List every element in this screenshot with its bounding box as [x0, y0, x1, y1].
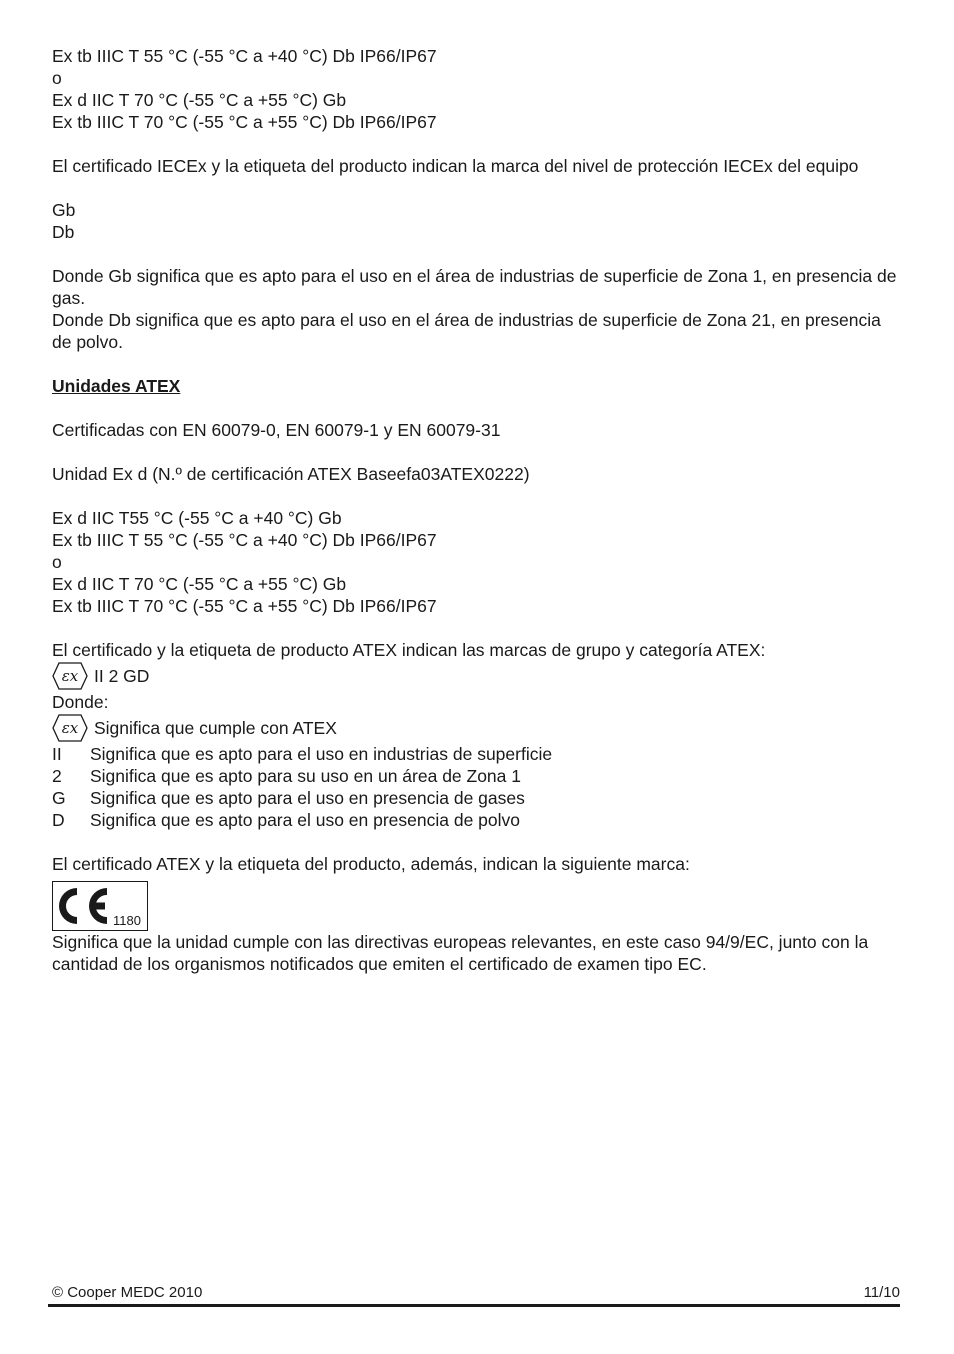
ce-mark-box — [52, 881, 148, 931]
definition-key: II — [52, 744, 62, 764]
definition-value: Significa que es apto para el uso en industrias de superficie — [90, 744, 553, 764]
svg-text:εx: εx — [61, 719, 79, 737]
definition-key: G — [52, 788, 66, 808]
footer-rule — [48, 1304, 900, 1307]
definition-list — [52, 743, 902, 831]
epl-db: Db — [52, 222, 75, 242]
iecex-marking-line: Ex tb IIIC T 70 °C (-55 °C a +55 °C) Db IP66/IP67 — [52, 112, 437, 132]
atex-marking-line: Ex d IIC T 70 °C (-55 °C a +55 °C) Gb — [52, 574, 347, 594]
footer-page-number: 11/10 — [863, 1284, 900, 1301]
ex-meaning-row — [52, 713, 902, 743]
ex-hexagon-icon — [52, 662, 88, 690]
iecex-marking-line: Ex tb IIIC T 55 °C (-55 °C a +40 °C) Db IP66/IP67 — [52, 46, 437, 66]
ex-hexagon-icon — [52, 714, 88, 742]
atex-marking-line: Ex tb IIIC T 70 °C (-55 °C a +55 °C) Db IP66/IP67 — [52, 596, 437, 616]
ex-meaning: Significa que cumple con ATEX — [94, 718, 337, 738]
iecex-marking-line: Ex d IIC T 70 °C (-55 °C a +55 °C) Gb — [52, 90, 347, 110]
definition-item — [52, 743, 902, 765]
donde-label: Donde: — [52, 692, 109, 712]
atex-heading: Unidades ATEX — [52, 376, 181, 396]
atex-unit-paragraph: Unidad Ex d (N.º de certificación ATEX Baseefa03ATEX0222) — [52, 464, 530, 484]
svg-text:εx: εx — [61, 667, 79, 685]
atex-group-mark-row — [52, 661, 902, 691]
ce-explanation: Significa que la unidad cumple con las directivas europeas relevantes, en este caso 94/9/EC, junto con la cantidad de los organismos notificados que emiten el certificado de examen tipo EC. — [52, 932, 869, 974]
definition-value: Significa que es apto para su uso en un área de Zona 1 — [90, 766, 521, 786]
epl-gb: Gb — [52, 200, 76, 220]
definition-value: Significa que es apto para el uso en presencia de polvo — [90, 810, 521, 830]
atex-marking-line: Ex tb IIIC T 55 °C (-55 °C a +40 °C) Db IP66/IP67 — [52, 530, 437, 550]
definition-item — [52, 765, 902, 787]
atex-group-mark: II 2 GD — [94, 666, 150, 686]
atex-group-paragraph: El certificado y la etiqueta de producto ATEX indican las marcas de grupo y categoría ATEX: — [52, 640, 766, 660]
definition-key: 2 — [52, 766, 62, 786]
epl-gb-explanation: Donde Gb significa que es apto para el uso en el área de industrias de superficie de Zona 1, en presencia de gas. — [52, 266, 897, 308]
atex-marking-line: Ex d IIC T55 °C (-55 °C a +40 °C) Gb — [52, 508, 342, 528]
notified-body-number: 1180 — [113, 913, 141, 928]
definition-key: D — [52, 810, 65, 830]
ce-mark-icon — [55, 884, 113, 928]
ce-intro-paragraph: El certificado ATEX y la etiqueta del producto, además, indican la siguiente marca: — [52, 854, 690, 874]
epl-explanation — [52, 265, 902, 353]
definition-value: Significa que es apto para el uso en presencia de gases — [90, 788, 525, 808]
footer-copyright: © Cooper MEDC 2010 — [52, 1284, 203, 1301]
atex-markings — [52, 507, 902, 617]
definition-item — [52, 787, 902, 809]
document-body — [52, 45, 902, 975]
iecex-or: o — [52, 68, 62, 88]
definition-item — [52, 809, 902, 831]
epl-list — [52, 199, 902, 243]
iecex-cert-paragraph: El certificado IECEx y la etiqueta del producto indican la marca del nivel de protección IECEx del equipo — [52, 156, 859, 176]
epl-db-explanation: Donde Db significa que es apto para el uso en el área de industrias de superficie de Zona 21, en presencia de polvo. — [52, 310, 881, 352]
atex-certified-paragraph: Certificadas con EN 60079-0, EN 60079-1 y EN 60079-31 — [52, 420, 501, 440]
atex-or: o — [52, 552, 62, 572]
